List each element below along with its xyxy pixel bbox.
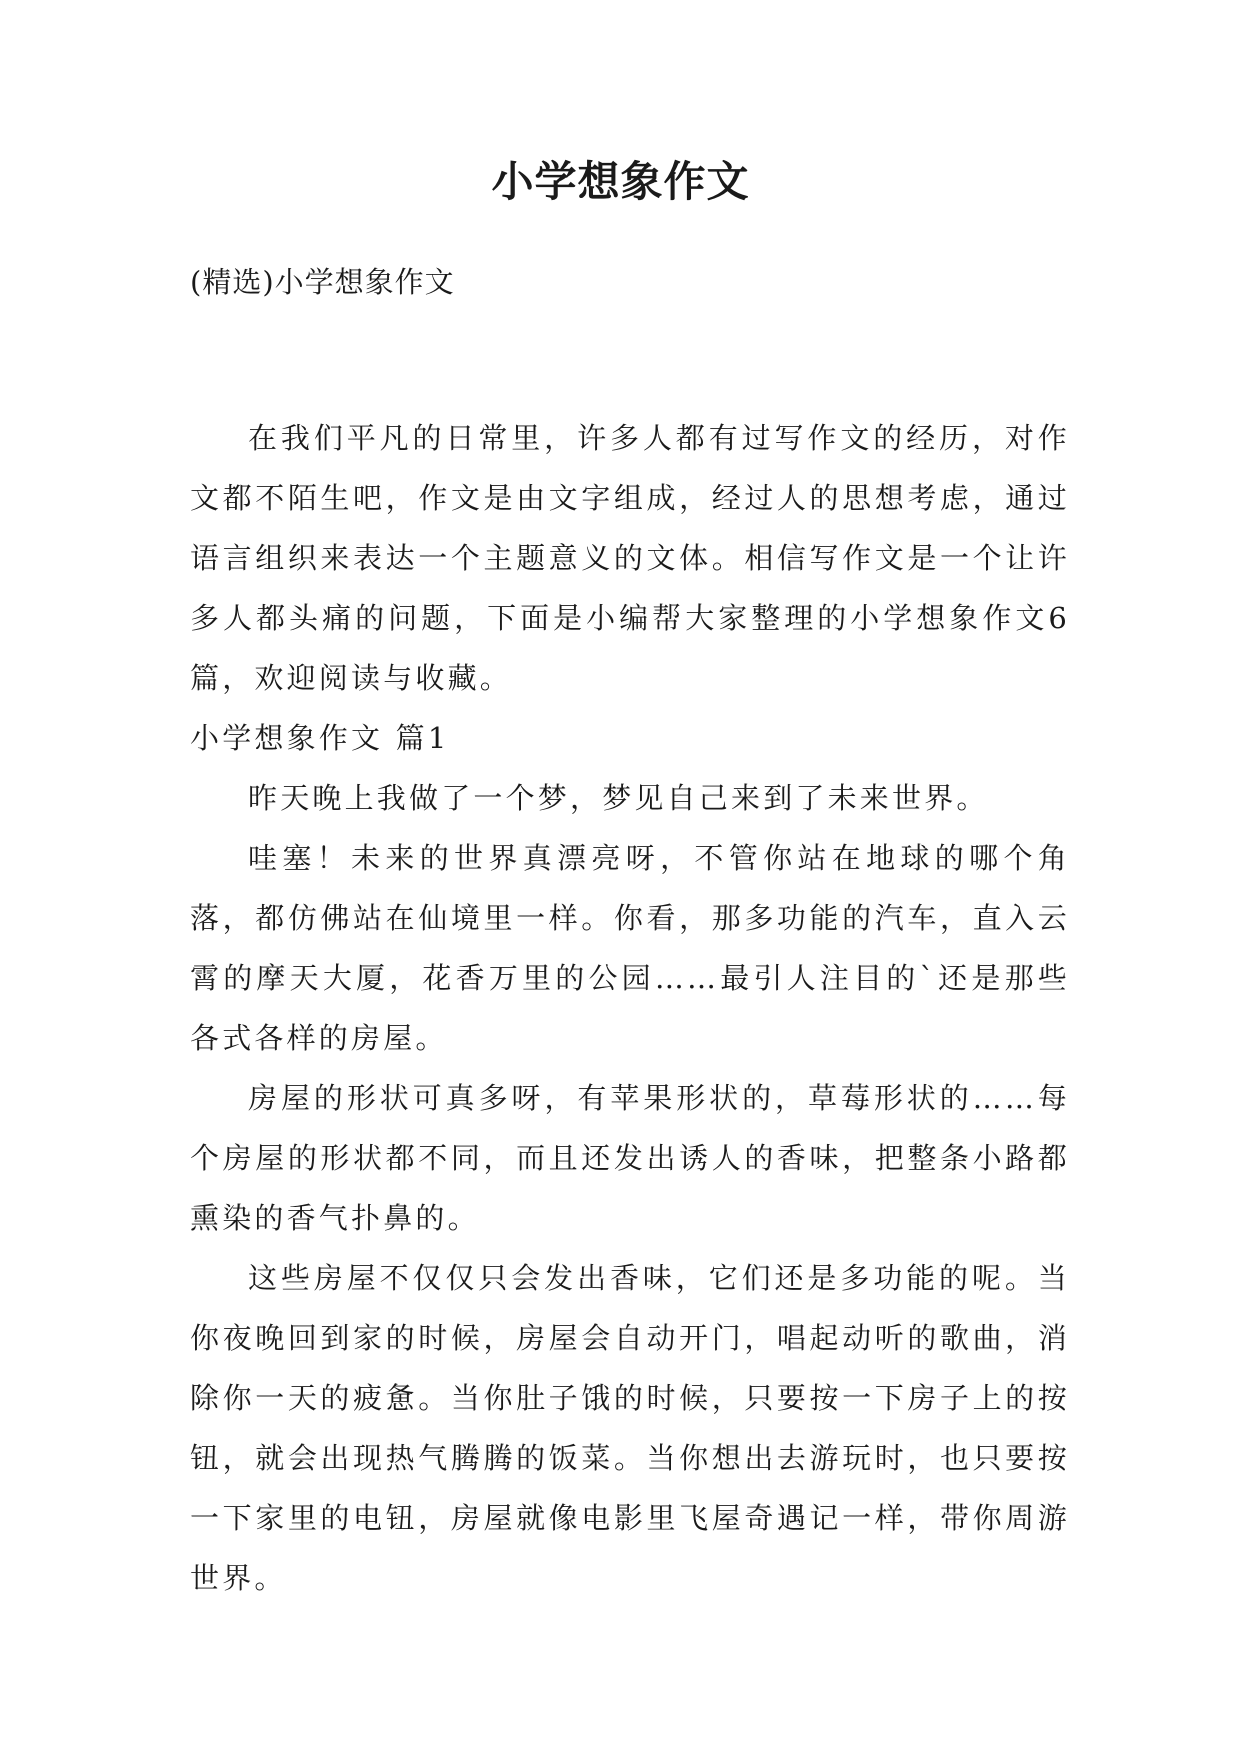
body-paragraph: 这些房屋不仅仅只会发出香味，它们还是多功能的呢。当你夜晚回到家的时候，房屋会自动开门，唱起动听的歌曲，消除你一天的疲惫。当你肚子饿的时候，只要按一下房子上的按钮，就会出现热气腾腾的饭菜。当你想出去游玩时，也只要按一下家里的电钮，房屋就像电影里飞屋奇遇记一样，带你周游世界。 [190, 1261, 1070, 1595]
body-paragraph: 房屋的形状可真多呀，有苹果形状的，草莓形状的……每个房屋的形状都不同，而且还发出诱人的香味，把整条小路都熏染的香气扑鼻的。 [190, 1081, 1070, 1235]
document-body [190, 408, 1070, 1608]
document-title: 小学想象作文 [491, 157, 750, 206]
body-paragraph: 昨天晚上我做了一个梦，梦见自己来到了未来世界。 [248, 781, 989, 815]
intro-paragraph: 在我们平凡的日常里，许多人都有过写作文的经历，对作文都不陌生吧，作文是由文字组成，经过人的思想考虑，通过语言组织来表达一个主题意义的文体。相信写作文是一个让许多人都头痛的问题，下面是小编帮大家整理的小学想象作文6篇，欢迎阅读与收藏。 [190, 421, 1070, 695]
document-subtitle: (精选)小学想象作文 [190, 265, 455, 299]
section-heading: 小学想象作文 篇1 [190, 721, 450, 755]
body-paragraph: 哇塞！未来的世界真漂亮呀，不管你站在地球的哪个角落，都仿佛站在仙境里一样。你看，那多功能的汽车，直入云霄的摩天大厦，花香万里的公园……最引人注目的`还是那些各式各样的房屋。 [190, 841, 1070, 1055]
